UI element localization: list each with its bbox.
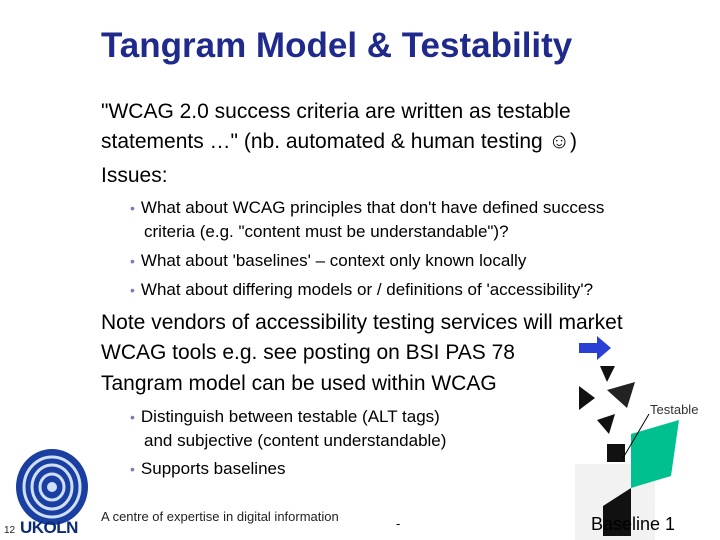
tangram-bullet-2: • Supports baselines xyxy=(130,459,286,478)
slide-number: 12 xyxy=(4,525,16,536)
bullet-icon: • xyxy=(130,282,135,298)
tangram-shapes xyxy=(567,356,717,540)
tangram-figure xyxy=(567,356,717,540)
testable-piece xyxy=(631,420,679,488)
note-line-2: WCAG tools e.g. see posting on BSI PAS 78 xyxy=(101,341,515,364)
intro-line-1: "WCAG 2.0 success criteria are written as testable xyxy=(101,100,571,123)
footer-tagline: A centre of expertise in digital information xyxy=(101,509,339,524)
bullet-icon: • xyxy=(130,200,135,216)
bullet-icon: • xyxy=(130,461,135,477)
bullet-icon: • xyxy=(130,409,135,425)
intro-line-2: statements …" (nb. automated & human testing ☺) xyxy=(101,130,577,153)
testable-label: Testable xyxy=(650,402,699,417)
note-line-1: Note vendors of accessibility testing services will market xyxy=(101,311,623,334)
bullet-icon: • xyxy=(130,253,135,269)
slide-title: Tangram Model & Testability xyxy=(101,26,573,65)
logo-text: UKOLN xyxy=(20,518,78,537)
issue-bullet-3: • What about differing models or / definitions of 'accessibility'? xyxy=(130,280,594,299)
note-line-3: Tangram model can be used within WCAG xyxy=(101,372,497,395)
tangram-bullet-1: • Distinguish between testable (ALT tags) and subjective (content understandable) xyxy=(130,407,447,450)
issues-heading: Issues: xyxy=(101,164,168,187)
footer-dash: - xyxy=(396,516,401,531)
issue-bullet-2: • What about 'baselines' – context only known locally xyxy=(130,251,527,270)
issue-bullet-1: • What about WCAG principles that don't have defined success criteria (e.g. "content must be understandable")? xyxy=(130,198,605,241)
baseline-label: Baseline 1 xyxy=(591,514,676,534)
